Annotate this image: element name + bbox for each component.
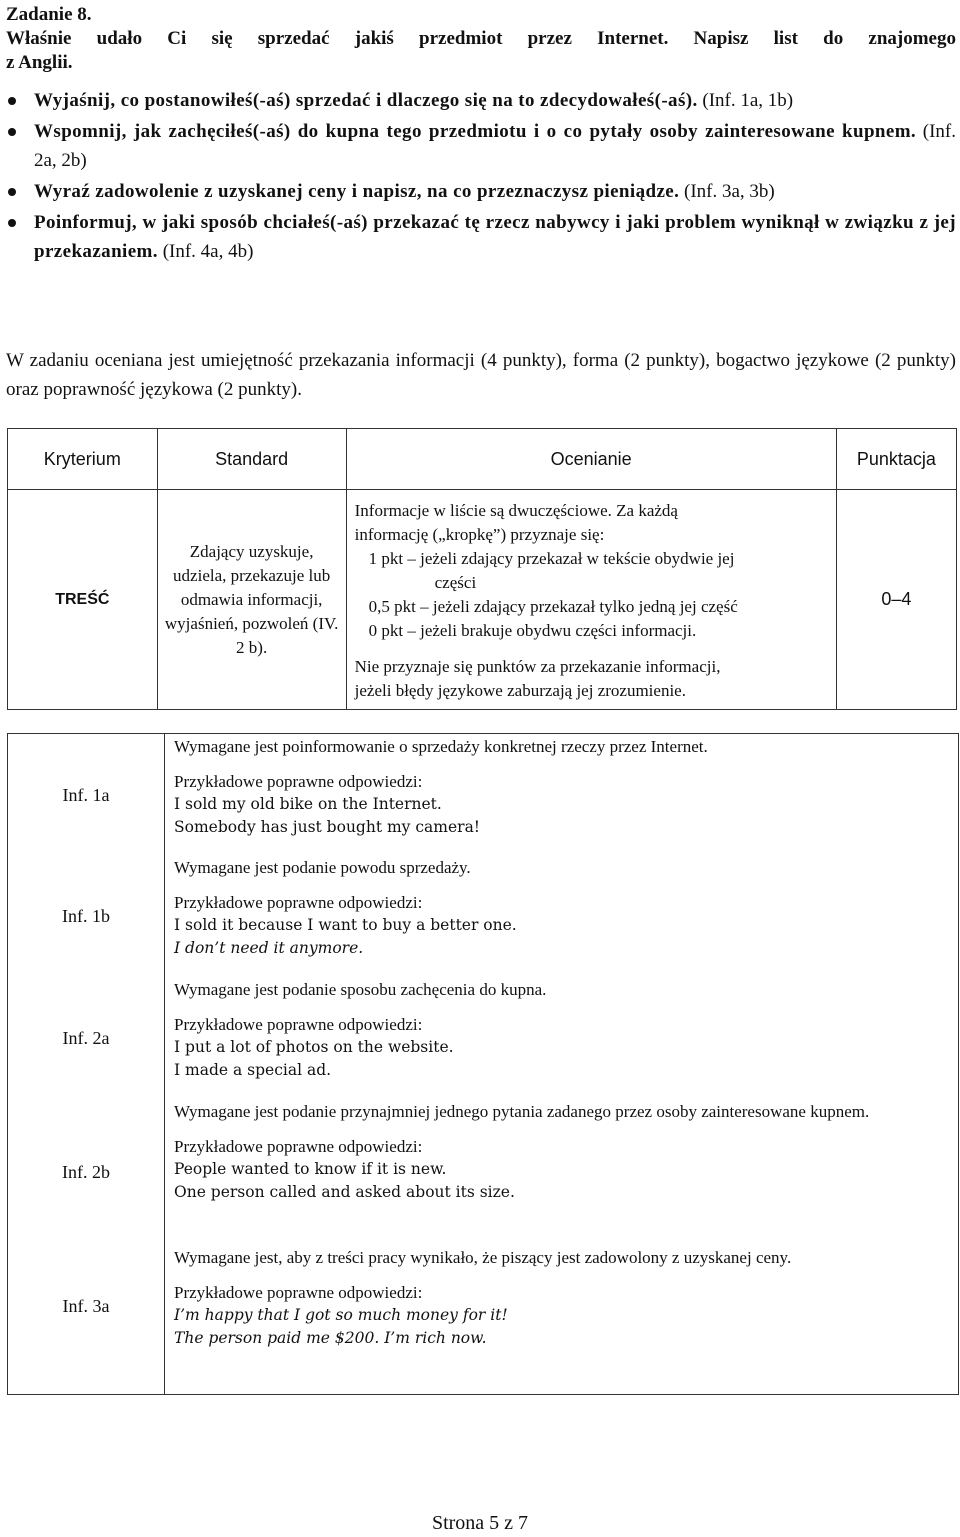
bullet-text: Poinformuj, w jaki sposób chciałeś(-aś) przekazać tę rzecz nabywcy i jaki problem wyniknął w związku z jej przekazaniem. [34,212,956,262]
task-bullet-list [6,86,956,268]
inf-label-2b: Inf. 2b [62,1162,110,1182]
example-answer: I sold my old bike on the Internet. [174,795,442,813]
bullet-dot-icon [8,219,16,227]
bullet-ref: (Inf. 3a, 3b) [684,181,775,202]
scoring-description: W zadaniu oceniana jest umiejętność przekazania informacji (4 punkty), forma (2 punkty), bogactwo językowe (2 punkty) oraz poprawność językowa (2 punkty). [6,350,956,400]
rubric-row-content [8,490,957,710]
task-bullet [6,117,956,175]
standard-cell: Zdający uzyskuje, udziela, przekazuje lub odmawia informacji, wyjaśnień, pozwoleń (IV. 2 b). [157,490,346,710]
assessment-point-1-cont: części [434,572,477,592]
examples-header: Przykładowe poprawne odpowiedzi: [174,772,423,791]
criterion-cell: TREŚĆ [8,490,158,710]
header-assessment: Ocenianie [346,429,836,490]
example-answer: The person paid me $200. I’m rich now. [174,1329,487,1347]
inf-label-1b: Inf. 1b [62,906,110,926]
example-answer: I put a lot of photos on the website. [174,1038,454,1056]
task-title: Zadanie 8. [6,4,92,25]
points-cell: 0–4 [836,490,956,710]
rubric-header-row [8,429,957,490]
rubric-table [7,428,957,710]
assessment-line: Informacje w liście są dwuczęściowe. Za każdą [354,500,678,520]
assessment-point-1: 1 pkt – jeżeli zdający przekazał w tekście obydwie jej [368,548,735,568]
bullet-dot-icon [8,97,16,105]
assessment-note: jeżeli błędy językowe zaburzają jej zrozumienie. [354,680,686,700]
task-bullet [6,177,956,206]
bullet-dot-icon [8,128,16,136]
example-answer: People wanted to know if it is new. [174,1160,447,1178]
assessment-point-2: 0,5 pkt – jeżeli zdający przekazał tylko jedną jej część [368,596,738,616]
example-answer: I made a special ad. [174,1061,332,1079]
header-points: Punktacja [836,429,956,490]
examples-header: Przykładowe poprawne odpowiedzi: [174,893,423,912]
information-table [7,733,959,1395]
task-intro-line1: Właśnie udało Ci się sprzedać jakiś przedmiot przez Internet. Napisz list do znajomego [6,28,956,49]
bullet-ref: (Inf. 2a, 2b) [34,121,957,171]
bullet-ref: (Inf. 4a, 4b) [162,241,254,262]
requirement-text: Wymagane jest podanie powodu sprzedaży. [174,858,471,877]
task-bullet [6,86,956,115]
bullet-text: Wspomnij, jak zachęciłeś(-aś) do kupna tego przedmiotu i o co pytały osoby zainteresowane kupnem. [34,121,917,142]
bullet-ref: (Inf. 1a, 1b) [702,90,794,111]
requirement-text: Wymagane jest poinformowanie o sprzedaży konkretnej rzeczy przez Internet. [174,737,708,756]
inf-content-2b [174,1100,954,1204]
bullet-dot-icon [8,188,16,196]
assessment-point-3: 0 pkt – jeżeli brakuje obydwu części informacji. [368,620,697,640]
requirement-text: Wymagane jest podanie przynajmniej jednego pytania zadanego przez osoby zainteresowane kupnem. [174,1102,870,1121]
requirement-text: Wymagane jest, aby z treści pracy wynikało, że piszący jest zadowolony z uzyskanej ceny. [174,1248,792,1267]
example-answer: I’m happy that I got so much money for it! [174,1306,508,1324]
bullet-text: Wyraź zadowolenie z uzyskanej ceny i napisz, na co przeznaczysz pieniądze. [34,181,680,202]
assessment-note: Nie przyznaje się punktów za przekazanie informacji, [354,656,721,676]
examples-header: Przykładowe poprawne odpowiedzi: [174,1015,423,1034]
example-answer: One person called and asked about its size. [174,1183,515,1201]
example-answer: I sold it because I want to buy a better one. [174,916,517,934]
assessment-line: informację („kropkę”) przyznaje się: [354,524,605,544]
inf-label-1a: Inf. 1a [62,785,110,805]
inf-content-1a [174,735,954,839]
inf-content-2a [174,978,954,1082]
task-intro-line2: z Anglii. [6,52,73,73]
examples-header: Przykładowe poprawne odpowiedzi: [174,1137,423,1156]
requirement-text: Wymagane jest podanie sposobu zachęcenia do kupna. [174,980,547,999]
header-standard: Standard [157,429,346,490]
inf-label-3a: Inf. 3a [62,1296,110,1316]
inf-content-1b [174,856,954,960]
example-answer: Somebody has just bought my camera! [174,818,481,836]
examples-header: Przykładowe poprawne odpowiedzi: [174,1283,423,1302]
header-criterion: Kryterium [8,429,158,490]
bullet-text: Wyjaśnij, co postanowiłeś(-aś) sprzedać i dlaczego się na to zdecydowałeś(-aś). [34,90,698,111]
spacer [355,643,830,655]
inf-content-3a [174,1246,954,1350]
page-number: Strona 5 z 7 [431,1512,529,1534]
column-divider [164,734,165,1394]
assessment-cell [346,490,836,710]
inf-label-2a: Inf. 2a [62,1028,110,1048]
task-bullet [6,208,956,266]
example-answer: I don’t need it anymore. [174,939,364,957]
